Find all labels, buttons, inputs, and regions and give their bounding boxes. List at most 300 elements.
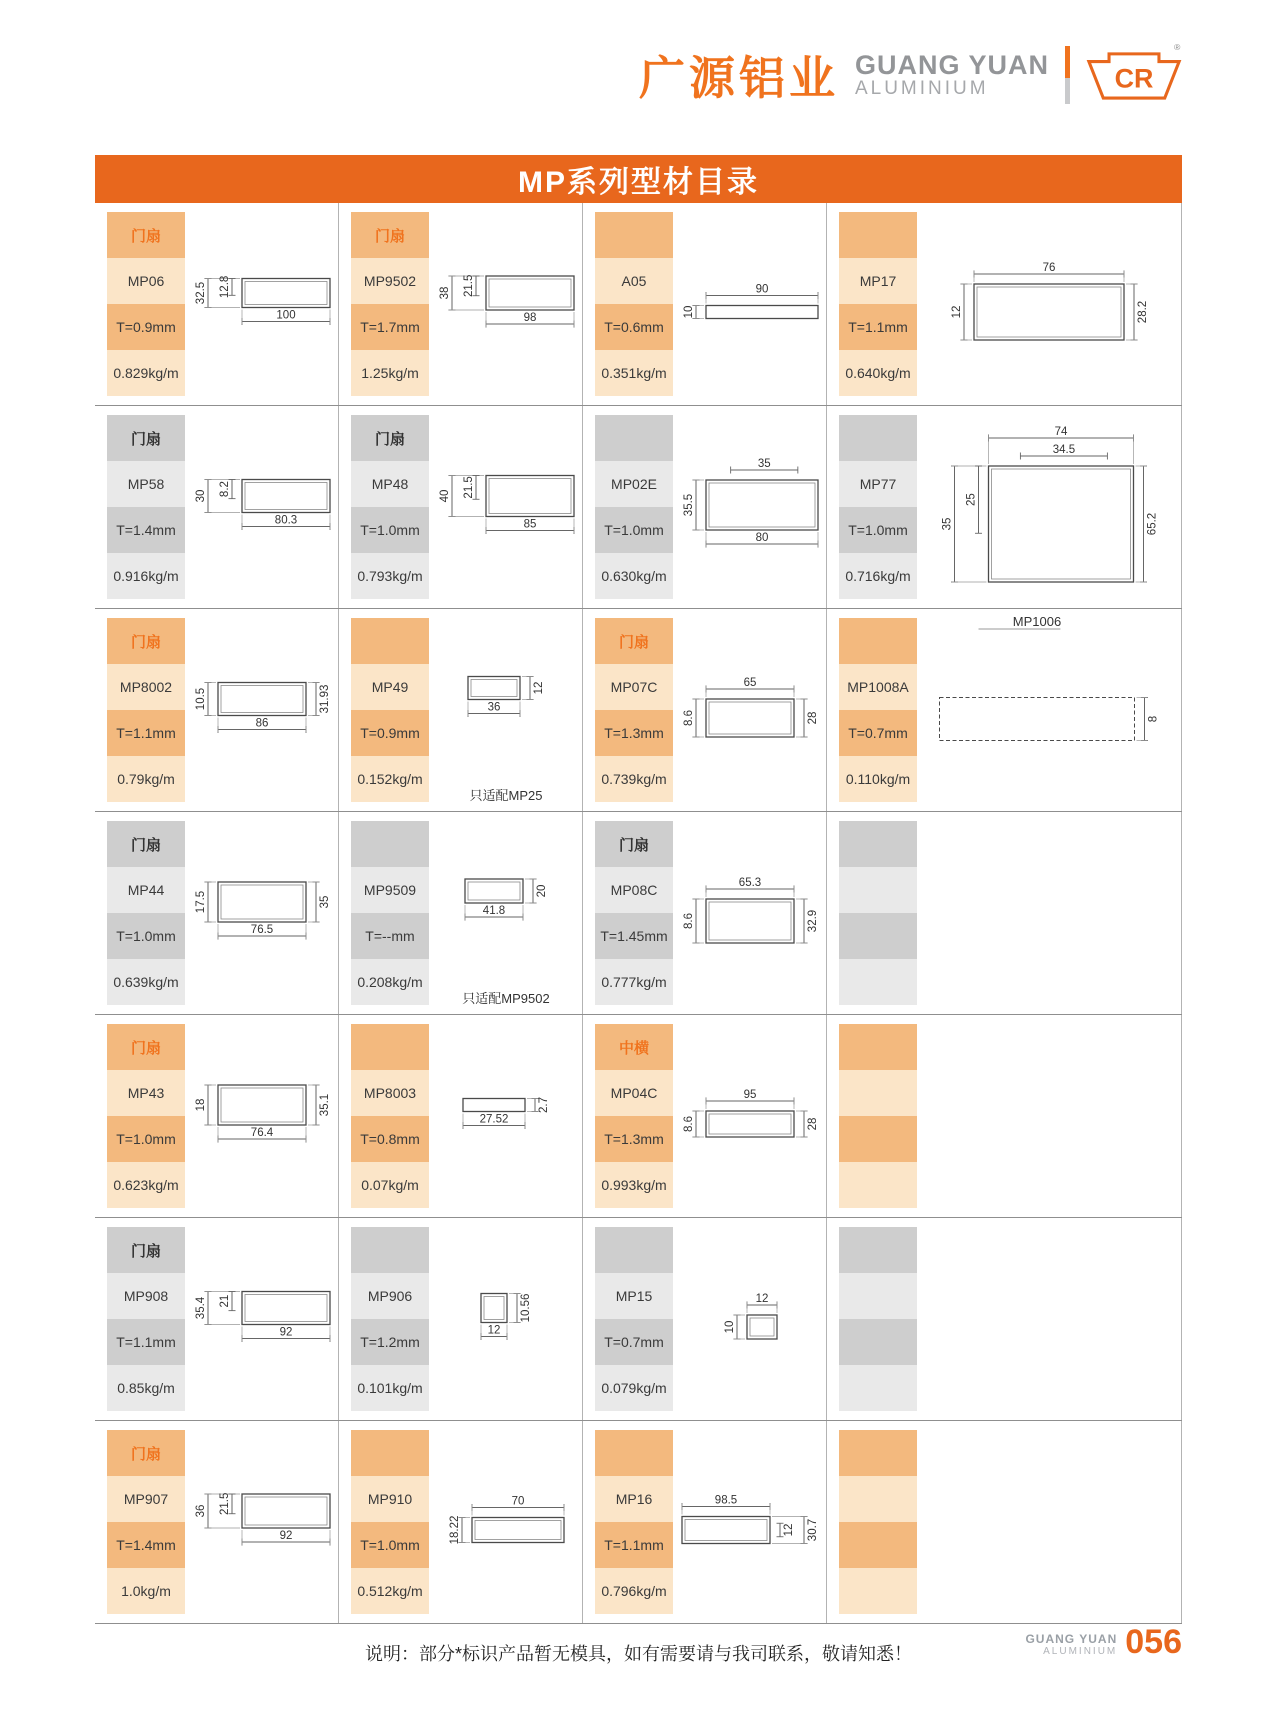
- label-stack: [595, 1421, 673, 1623]
- weight-value: 0.079kg/m: [601, 1380, 667, 1396]
- dimension-label: 10: [682, 305, 695, 319]
- brand-name-en: GUANG YUAN: [854, 49, 1049, 80]
- catalog-row: [95, 1421, 1182, 1624]
- product-code: MP48: [371, 476, 409, 492]
- thickness-cell: [595, 1116, 673, 1162]
- profile-drawing: [673, 1218, 826, 1420]
- weight-cell: [351, 1365, 429, 1411]
- product-code-cell: [107, 664, 185, 710]
- drawing-note: 只适配MP25: [469, 788, 542, 803]
- profile-drawing: [185, 1015, 338, 1217]
- profile-entry: [826, 203, 1182, 405]
- thickness-value: T=1.3mm: [604, 725, 664, 741]
- product-code-cell: [839, 664, 917, 710]
- thickness-value: T=0.9mm: [116, 319, 176, 335]
- weight-value: 0.623kg/m: [113, 1177, 179, 1193]
- product-code-cell: [595, 1273, 673, 1319]
- category-cell: [839, 415, 917, 461]
- thickness-cell: [351, 507, 429, 553]
- weight-value: 1.25kg/m: [361, 365, 419, 381]
- dimension-label: 76: [1042, 262, 1056, 274]
- thickness-value: T=1.7mm: [360, 319, 420, 335]
- thickness-cell: [351, 1116, 429, 1162]
- thickness-value: T=0.7mm: [848, 725, 908, 741]
- profile-cross-section: [676, 815, 824, 1011]
- weight-cell: [595, 553, 673, 599]
- weight-value: 0.993kg/m: [601, 1177, 667, 1193]
- dimension-label: 35: [757, 458, 771, 470]
- label-stack: [107, 812, 185, 1014]
- weight-cell: [595, 959, 673, 1005]
- thickness-value: T=1.2mm: [360, 1334, 420, 1350]
- drawing-caption: MP1006: [1012, 614, 1062, 629]
- thickness-value: T=--mm: [365, 928, 415, 944]
- catalog-table: [95, 203, 1182, 1624]
- product-code-cell: [351, 461, 429, 507]
- product-code-cell: [351, 1273, 429, 1319]
- category-cell: [595, 1430, 673, 1476]
- profile-drawing: [429, 406, 582, 608]
- label-stack: [351, 406, 429, 608]
- weight-value: 0.639kg/m: [113, 974, 179, 990]
- dimension-label: 100: [275, 309, 296, 322]
- profile-entry: [826, 1218, 1182, 1420]
- category-cell: [351, 212, 429, 258]
- footer-brand-sub: ALUMINIUM: [1043, 1645, 1118, 1657]
- profile-cross-section: [188, 206, 336, 402]
- weight-value: 0.796kg/m: [601, 1583, 667, 1599]
- dimension-label: 80: [755, 532, 768, 544]
- profile-drawing: [185, 812, 338, 1014]
- profile-drawing: [185, 1421, 338, 1623]
- profile-cross-section: [676, 1424, 824, 1620]
- dimension-label: 40: [438, 489, 451, 503]
- dimension-label: 86: [255, 717, 268, 730]
- profile-entry: [95, 1218, 338, 1420]
- profile-cross-section: [676, 409, 824, 605]
- thickness-cell: [839, 1116, 917, 1162]
- thickness-cell: [351, 304, 429, 350]
- thickness-cell: [351, 913, 429, 959]
- product-code-cell: [595, 258, 673, 304]
- category-cell: [107, 415, 185, 461]
- profile-entry: [582, 1218, 826, 1420]
- product-code-cell: [107, 1273, 185, 1319]
- catalog-row: [95, 812, 1182, 1015]
- thickness-cell: [595, 304, 673, 350]
- thickness-value: T=1.0mm: [604, 522, 664, 538]
- weight-cell: [351, 350, 429, 396]
- profile-cross-section: [432, 1018, 580, 1214]
- profile-drawing: [917, 1421, 1181, 1623]
- label-stack: [351, 1015, 429, 1217]
- product-code-cell: [107, 1476, 185, 1522]
- dimension-label: 98: [523, 312, 536, 324]
- product-code: MP07C: [610, 679, 658, 695]
- catalog-row: [95, 406, 1182, 609]
- weight-value: 0.777kg/m: [601, 974, 667, 990]
- dimension-label: 12: [755, 1293, 768, 1305]
- product-code-cell: [107, 1070, 185, 1116]
- weight-cell: [595, 350, 673, 396]
- thickness-value: T=1.0mm: [360, 1537, 420, 1553]
- label-stack: [839, 609, 917, 811]
- registered-mark: ®: [1174, 42, 1181, 53]
- category-label: 门扇: [618, 633, 649, 651]
- category-cell: [839, 821, 917, 867]
- category-cell: [839, 1024, 917, 1070]
- dimension-label: 74: [1054, 426, 1068, 438]
- profile-cross-section: [924, 409, 1174, 605]
- profile-drawing: [185, 1218, 338, 1420]
- weight-cell: [839, 350, 917, 396]
- weight-cell: [595, 1365, 673, 1411]
- label-stack: [107, 406, 185, 608]
- product-code-cell: [839, 258, 917, 304]
- profile-drawing: [185, 609, 338, 811]
- footer-brand: [1025, 1633, 1117, 1657]
- dimension-label: 8.6: [682, 1116, 695, 1132]
- page-number: 056: [1125, 1623, 1182, 1661]
- label-stack: [107, 1218, 185, 1420]
- profile-cross-section: [188, 612, 336, 808]
- profile-entry: [826, 609, 1182, 811]
- weight-value: 0.208kg/m: [357, 974, 423, 990]
- weight-cell: [839, 756, 917, 802]
- weight-cell: [351, 553, 429, 599]
- product-code-cell: [595, 664, 673, 710]
- thickness-value: T=1.4mm: [116, 522, 176, 538]
- profile-cross-section: [432, 612, 580, 808]
- category-cell: [595, 1227, 673, 1273]
- category-cell: [351, 821, 429, 867]
- dimension-label: 18: [194, 1098, 207, 1112]
- thickness-value: T=1.1mm: [848, 319, 908, 335]
- profile-drawing: [917, 1218, 1181, 1420]
- profile-entry: [582, 1015, 826, 1217]
- profile-entry: [826, 812, 1182, 1014]
- label-stack: [107, 609, 185, 811]
- profile-entry: [95, 1421, 338, 1623]
- product-code: MP8002: [119, 679, 173, 695]
- dimension-label: 92: [279, 1326, 292, 1339]
- product-code-cell: [351, 1070, 429, 1116]
- dimension-label: 8.6: [682, 710, 695, 726]
- thickness-cell: [107, 507, 185, 553]
- thickness-value: T=0.8mm: [360, 1131, 420, 1147]
- category-cell: [595, 821, 673, 867]
- dimension-label: 80.3: [274, 514, 297, 527]
- dimension-label: 92: [279, 1530, 292, 1542]
- profile-entry: [582, 812, 826, 1014]
- product-code: MP43: [127, 1085, 165, 1101]
- profile-entry: [338, 1421, 582, 1623]
- product-code: A05: [621, 273, 647, 289]
- dimension-label: 12: [487, 1324, 500, 1337]
- company-logo-icon: [1086, 42, 1182, 108]
- thickness-value: T=1.1mm: [604, 1537, 664, 1553]
- weight-cell: [107, 959, 185, 1005]
- thickness-cell: [107, 1319, 185, 1365]
- profile-drawing: [673, 203, 826, 405]
- product-code: MP908: [123, 1288, 169, 1304]
- dimension-label: 65.3: [738, 877, 761, 889]
- weight-cell: [107, 1568, 185, 1614]
- profile-drawing: [429, 1218, 582, 1420]
- logo-text: CR: [1114, 63, 1154, 94]
- product-code: MP9502: [363, 273, 417, 289]
- category-cell: [107, 1024, 185, 1070]
- dimension-label: 41.8: [482, 905, 505, 917]
- category-cell: [351, 1227, 429, 1273]
- category-cell: [351, 415, 429, 461]
- category-cell: [107, 618, 185, 664]
- weight-cell: [595, 1568, 673, 1614]
- category-label: 门扇: [130, 1445, 161, 1463]
- thickness-cell: [107, 304, 185, 350]
- profile-drawing: [429, 812, 582, 1014]
- label-stack: [351, 1218, 429, 1420]
- profile-entry: [95, 406, 338, 608]
- thickness-value: T=1.1mm: [116, 1334, 176, 1350]
- category-cell: [107, 1227, 185, 1273]
- dimension-label: 12: [532, 681, 545, 695]
- dimension-label: 35.5: [682, 493, 695, 517]
- weight-value: 0.85kg/m: [117, 1380, 175, 1396]
- dimension-label: 34.5: [1052, 444, 1076, 456]
- dimension-label: 31.93: [318, 684, 331, 714]
- category-label: 门扇: [130, 633, 161, 651]
- thickness-cell: [839, 1319, 917, 1365]
- product-code: MP907: [123, 1491, 169, 1507]
- product-code-cell: [595, 1476, 673, 1522]
- footer-brand-en: GUANG YUAN: [1025, 1631, 1118, 1646]
- weight-value: 0.512kg/m: [357, 1583, 423, 1599]
- thickness-cell: [839, 913, 917, 959]
- dimension-label: 21.5: [462, 274, 475, 298]
- dimension-label: 32.9: [806, 909, 819, 933]
- dimension-label: 28.2: [1137, 300, 1149, 324]
- dimension-label: 30.7: [806, 1518, 819, 1542]
- thickness-cell: [595, 913, 673, 959]
- profile-entry: [95, 609, 338, 811]
- weight-value: 0.739kg/m: [601, 771, 667, 787]
- product-code-cell: [107, 258, 185, 304]
- product-code: MP02E: [611, 476, 657, 492]
- dimension-label: 38: [438, 286, 451, 300]
- profile-entry: [582, 1421, 826, 1623]
- profile-drawing: [917, 203, 1181, 405]
- label-stack: [839, 812, 917, 1014]
- category-cell: [351, 1430, 429, 1476]
- product-code: MP08C: [610, 882, 658, 898]
- profile-cross-section: [432, 1221, 580, 1417]
- profile-cross-section: [676, 206, 824, 402]
- profile-entry: [338, 203, 582, 405]
- profile-entry: [826, 1015, 1182, 1217]
- catalog-row: [95, 1015, 1182, 1218]
- dimension-label: 76.5: [250, 924, 273, 936]
- catalog-row: [95, 203, 1182, 406]
- category-label: 门扇: [618, 836, 649, 854]
- weight-cell: [595, 756, 673, 802]
- category-cell: [839, 212, 917, 258]
- product-code-cell: [839, 461, 917, 507]
- profile-entry: [338, 812, 582, 1014]
- profile-entry: [338, 1015, 582, 1217]
- label-stack: [595, 1015, 673, 1217]
- product-code: MP06: [127, 273, 165, 289]
- label-stack: [107, 1015, 185, 1217]
- dimension-label: 65: [743, 677, 756, 689]
- weight-cell: [839, 959, 917, 1005]
- weight-cell: [107, 553, 185, 599]
- profile-entry: [338, 609, 582, 811]
- dimension-label: 8.6: [682, 913, 695, 929]
- weight-value: 0.79kg/m: [117, 771, 175, 787]
- weight-cell: [351, 756, 429, 802]
- profile-cross-section: [676, 1018, 824, 1214]
- product-code: MP16: [615, 1491, 653, 1507]
- dimension-label: 70: [511, 1495, 524, 1508]
- product-code-cell: [595, 867, 673, 913]
- profile-cross-section: [188, 1424, 336, 1620]
- label-stack: [595, 406, 673, 608]
- product-code-cell: [351, 867, 429, 913]
- product-code: MP04C: [610, 1085, 658, 1101]
- dimension-label: 8.2: [218, 481, 231, 498]
- product-code: MP8003: [363, 1085, 417, 1101]
- profile-drawing: [429, 1015, 582, 1217]
- category-cell: [839, 1227, 917, 1273]
- profile-cross-section: [188, 1221, 336, 1417]
- dimension-label: 98.5: [714, 1494, 737, 1507]
- footer-brand-block: [1025, 1623, 1182, 1661]
- dimension-label: 21.5: [462, 476, 475, 499]
- product-code: MP44: [127, 882, 165, 898]
- category-cell: [595, 212, 673, 258]
- category-cell: [595, 618, 673, 664]
- profile-cross-section: [924, 612, 1174, 808]
- product-code-cell: [839, 1070, 917, 1116]
- catalog-row: [95, 609, 1182, 812]
- brand-divider: [1065, 46, 1070, 104]
- thickness-value: T=1.45mm: [600, 928, 668, 944]
- weight-cell: [595, 1162, 673, 1208]
- label-stack: [595, 203, 673, 405]
- dimension-label: 21: [218, 1294, 231, 1308]
- category-label: 门扇: [374, 227, 405, 245]
- profile-entry: [826, 1421, 1182, 1623]
- thickness-value: T=0.7mm: [604, 1334, 664, 1350]
- product-code-cell: [839, 867, 917, 913]
- profile-cross-section: [432, 206, 580, 402]
- thickness-cell: [595, 710, 673, 756]
- dimension-label: 90: [755, 283, 768, 296]
- label-stack: [351, 609, 429, 811]
- profile-cross-section: [676, 1221, 824, 1417]
- product-code: MP906: [367, 1288, 413, 1304]
- category-label: 门扇: [374, 430, 405, 448]
- category-cell: [839, 618, 917, 664]
- profile-cross-section: [188, 409, 336, 605]
- category-label: 门扇: [130, 227, 161, 245]
- dimension-label: 35: [318, 895, 331, 909]
- dimension-label: 10: [723, 1320, 736, 1334]
- weight-value: 0.101kg/m: [357, 1380, 423, 1396]
- category-cell: [595, 415, 673, 461]
- label-stack: [107, 203, 185, 405]
- catalog-row: [95, 1218, 1182, 1421]
- thickness-value: T=1.4mm: [116, 1537, 176, 1553]
- thickness-cell: [107, 1522, 185, 1568]
- profile-drawing: [673, 609, 826, 811]
- profile-drawing: [185, 203, 338, 405]
- weight-value: 0.716kg/m: [845, 568, 911, 584]
- thickness-value: T=1.0mm: [116, 928, 176, 944]
- dimension-label: 35.4: [194, 1296, 207, 1320]
- weight-cell: [839, 553, 917, 599]
- category-cell: [107, 212, 185, 258]
- label-stack: [839, 406, 917, 608]
- profile-entry: [95, 812, 338, 1014]
- dimension-label: 10.56: [519, 1293, 532, 1323]
- category-cell: [351, 618, 429, 664]
- profile-drawing: [429, 609, 582, 811]
- dimension-label: 12.8: [218, 275, 231, 299]
- profile-entry: [338, 1218, 582, 1420]
- product-code-cell: [351, 1476, 429, 1522]
- category-cell: [351, 1024, 429, 1070]
- brand-name-cn: 广源铝业: [638, 52, 839, 104]
- product-code-cell: [351, 664, 429, 710]
- thickness-value: T=1.0mm: [116, 1131, 176, 1147]
- dimension-label: 32.5: [194, 281, 207, 305]
- dimension-label: 8: [1147, 715, 1160, 723]
- label-stack: [839, 1218, 917, 1420]
- product-code: MP9509: [363, 882, 417, 898]
- profile-drawing: [673, 406, 826, 608]
- dimension-label: 10.5: [194, 687, 207, 711]
- profile-entry: [338, 406, 582, 608]
- weight-cell: [351, 1568, 429, 1614]
- thickness-cell: [839, 710, 917, 756]
- weight-cell: [839, 1162, 917, 1208]
- label-stack: [839, 203, 917, 405]
- weight-value: 0.630kg/m: [601, 568, 667, 584]
- dimension-label: 30: [194, 489, 207, 503]
- category-cell: [107, 1430, 185, 1476]
- weight-value: 0.829kg/m: [113, 365, 179, 381]
- profile-drawing: [673, 1015, 826, 1217]
- weight-cell: [107, 1365, 185, 1411]
- profile-drawing: [917, 1015, 1181, 1217]
- dimension-label: 21.5: [218, 1492, 231, 1516]
- drawing-note: 只适配MP9502: [461, 991, 550, 1006]
- thickness-cell: [839, 304, 917, 350]
- profile-entry: [582, 406, 826, 608]
- dimension-label: 2.7: [537, 1097, 550, 1113]
- profile-entry: [826, 406, 1182, 608]
- thickness-cell: [595, 507, 673, 553]
- profile-entry: [582, 203, 826, 405]
- footer-note: 说明：部分*标识产品暂无模具，如有需要请与我司联系，敬请知悉！: [364, 1644, 912, 1664]
- category-label: 门扇: [130, 836, 161, 854]
- profile-drawing: [673, 1421, 826, 1623]
- label-stack: [351, 203, 429, 405]
- weight-cell: [839, 1365, 917, 1411]
- profile-drawing: [917, 812, 1181, 1014]
